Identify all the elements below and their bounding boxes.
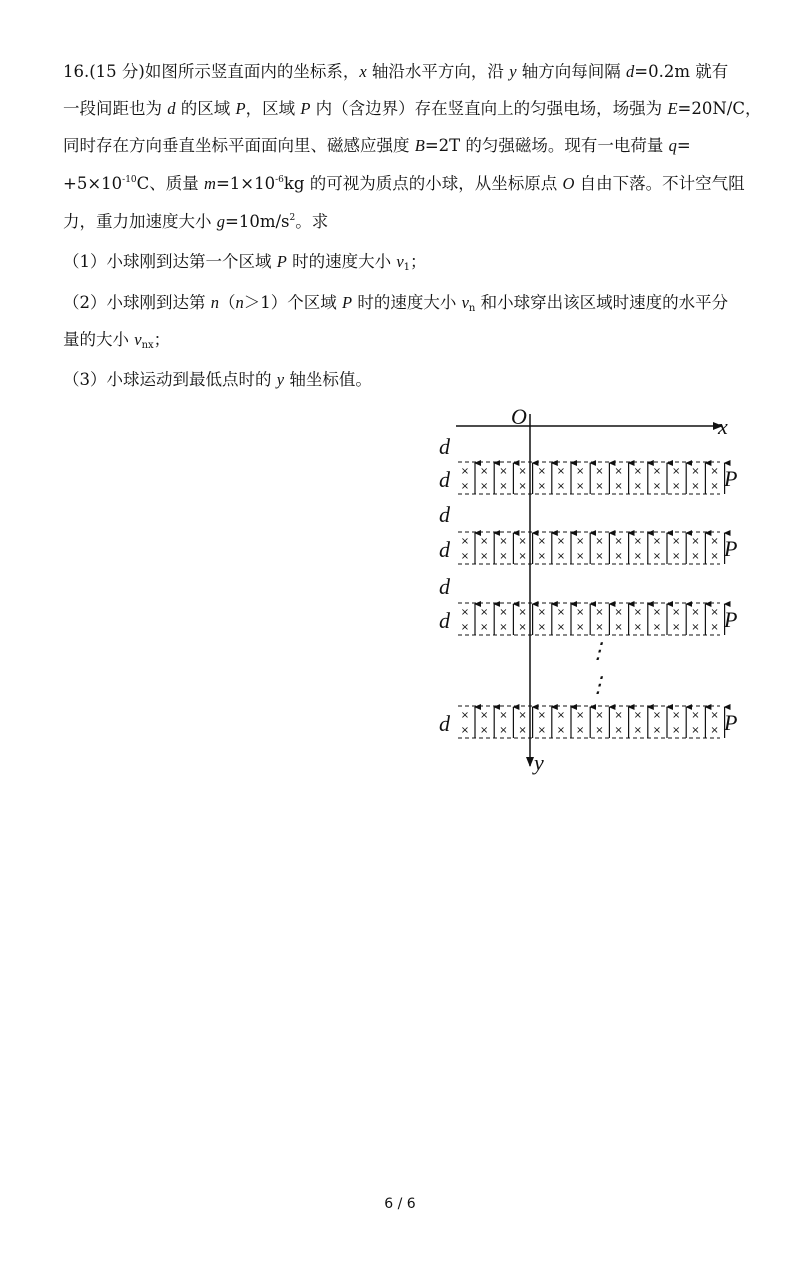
b-field-cross: × [537, 607, 546, 618]
b-field-cross: × [499, 536, 508, 547]
region-3-height-label: d [439, 608, 450, 633]
b-field-cross: × [691, 725, 700, 736]
ellipsis-1: ⋮ [587, 638, 609, 663]
b-field-cross: × [518, 481, 527, 492]
b-field-cross: × [710, 622, 719, 633]
b-field-cross: × [595, 710, 604, 721]
b-field-cross: × [633, 551, 642, 562]
question-2-continued: 量的大小 $v_{nx}$； [63, 330, 171, 351]
problem-line-1: 16.(15 分)如图所示竖直面内的坐标系，x 轴沿水平方向，沿 y 轴方向每间隔 d=0.2m 就有 [63, 62, 729, 81]
b-field-cross: × [537, 551, 546, 562]
b-field-cross: × [460, 622, 470, 633]
b-field-cross: × [672, 466, 681, 477]
b-field-cross: × [633, 607, 642, 618]
region-2-height-label: d [439, 537, 450, 562]
b-field-cross: × [460, 725, 470, 736]
b-field-cross: × [460, 466, 470, 477]
gap-label-3: d [439, 574, 450, 599]
coordinate-diagram [420, 400, 750, 780]
page-number: 6 / 6 [384, 1196, 416, 1212]
b-field-cross: × [710, 725, 719, 736]
b-field-cross: × [595, 725, 604, 736]
region-1-height-label: d [439, 467, 450, 492]
b-field-cross: × [499, 622, 508, 633]
region-4-label: P [724, 710, 738, 735]
b-field-cross: × [691, 710, 700, 721]
b-field-cross: × [652, 622, 662, 633]
b-field-cross: × [480, 481, 489, 492]
b-field-cross: × [480, 725, 489, 736]
b-field-cross: × [614, 622, 623, 633]
b-field-cross: × [710, 607, 719, 618]
b-field-cross: × [672, 725, 681, 736]
b-field-cross: × [460, 551, 470, 562]
b-field-cross: × [480, 536, 489, 547]
b-field-cross: × [672, 481, 681, 492]
b-field-cross: × [633, 725, 642, 736]
b-field-cross: × [652, 536, 662, 547]
b-field-cross: × [537, 710, 546, 721]
b-field-cross: × [518, 725, 527, 736]
problem-line-4: $+5\times 10^{-10}C$、质量 $m=1\times 10^{-6}kg$ 的可视为质点的小球，从坐标原点 O 自由下落。不计空气阻 [63, 174, 745, 193]
y-axis-label: y [534, 750, 544, 775]
b-field-cross: × [499, 607, 508, 618]
b-field-cross: × [499, 725, 508, 736]
b-field-cross: × [556, 536, 566, 547]
b-field-cross: × [672, 622, 681, 633]
b-field-cross: × [672, 551, 681, 562]
question-2: （2）小球刚到达第 n（n＞1）个区域 P 时的速度大小 $v_n$ 和小球穿出该区域时速度的水平分 [63, 293, 729, 314]
b-field-cross: × [633, 710, 642, 721]
b-field-cross: × [556, 481, 566, 492]
b-field-cross: × [576, 607, 585, 618]
b-field-cross: × [614, 725, 623, 736]
b-field-cross: × [499, 466, 508, 477]
problem-line-5: 力，重力加速度大小 $g=10m/s^2$。求 [63, 212, 329, 231]
b-field-cross: × [499, 710, 508, 721]
b-field-cross: × [576, 710, 585, 721]
question-3: （3）小球运动到最低点时的 y 轴坐标值。 [63, 370, 372, 389]
b-field-cross: × [652, 551, 662, 562]
b-field-cross: × [480, 466, 489, 477]
b-field-cross: × [652, 466, 662, 477]
b-field-cross: × [518, 536, 527, 547]
b-field-cross: × [710, 481, 719, 492]
b-field-cross: × [595, 466, 604, 477]
b-field-cross: × [556, 622, 566, 633]
b-field-cross: × [499, 481, 508, 492]
b-field-cross: × [652, 607, 662, 618]
b-field-cross: × [614, 466, 623, 477]
problem-line-3: 同时存在方向垂直坐标平面面向里、磁感应强度 B=2T 的匀强磁场。现有一电荷量 q= [63, 136, 691, 155]
b-field-cross: × [614, 551, 623, 562]
b-field-cross: × [576, 622, 585, 633]
b-field-cross: × [633, 622, 642, 633]
b-field-cross: × [556, 607, 566, 618]
origin-label: O [511, 404, 527, 429]
question-1: （1）小球刚到达第一个区域 P 时的速度大小 $v_1$； [63, 252, 427, 273]
b-field-cross: × [710, 710, 719, 721]
b-field-cross: × [691, 481, 700, 492]
b-field-cross: × [652, 725, 662, 736]
region-2-label: P [724, 536, 738, 561]
b-field-cross: × [537, 466, 546, 477]
ellipsis-2: ⋮ [587, 672, 609, 697]
gap-label-2: d [439, 502, 450, 527]
b-field-cross: × [672, 607, 681, 618]
b-field-cross: × [556, 551, 566, 562]
b-field-cross: × [614, 536, 623, 547]
b-field-cross: × [537, 725, 546, 736]
b-field-cross: × [614, 481, 623, 492]
b-field-cross: × [691, 466, 700, 477]
b-field-cross: × [537, 536, 546, 547]
b-field-cross: × [480, 622, 489, 633]
region-3-label: P [724, 607, 738, 632]
b-field-cross: × [460, 536, 470, 547]
b-field-cross: × [672, 710, 681, 721]
b-field-cross: × [537, 481, 546, 492]
b-field-cross: × [595, 481, 604, 492]
region-1-label: P [724, 466, 738, 491]
b-field-cross: × [556, 466, 566, 477]
b-field-cross: × [518, 551, 527, 562]
b-field-cross: × [691, 551, 700, 562]
b-field-cross: × [480, 710, 489, 721]
b-field-cross: × [576, 466, 585, 477]
b-field-cross: × [480, 607, 489, 618]
b-field-cross: × [691, 607, 700, 618]
b-field-cross: × [518, 710, 527, 721]
b-field-cross: × [633, 536, 642, 547]
b-field-cross: × [460, 607, 470, 618]
b-field-cross: × [595, 551, 604, 562]
b-field-cross: × [672, 536, 681, 547]
b-field-cross: × [614, 710, 623, 721]
b-field-cross: × [633, 481, 642, 492]
b-field-cross: × [595, 536, 604, 547]
b-field-cross: × [576, 725, 585, 736]
b-field-cross: × [518, 466, 527, 477]
x-axis-label: x [718, 414, 728, 439]
b-field-cross: × [710, 466, 719, 477]
b-field-cross: × [460, 481, 470, 492]
region-4-height-label: d [439, 711, 450, 736]
b-field-cross: × [556, 725, 566, 736]
problem-line-2: 一段间距也为 d 的区域 P，区域 P 内（含边界）存在竖直向上的匀强电场，场强为 E=20N/C， [63, 99, 762, 118]
b-field-cross: × [460, 710, 470, 721]
b-field-cross: × [633, 466, 642, 477]
b-field-cross: × [710, 536, 719, 547]
b-field-cross: × [691, 622, 700, 633]
gap-label-1: d [439, 434, 450, 459]
b-field-cross: × [537, 622, 546, 633]
b-field-cross: × [595, 607, 604, 618]
b-field-cross: × [595, 622, 604, 633]
b-field-cross: × [576, 536, 585, 547]
b-field-cross: × [518, 607, 527, 618]
b-field-cross: × [480, 551, 489, 562]
b-field-cross: × [614, 607, 623, 618]
b-field-cross: × [652, 481, 662, 492]
b-field-cross: × [499, 551, 508, 562]
b-field-cross: × [556, 710, 566, 721]
b-field-cross: × [576, 481, 585, 492]
b-field-cross: × [652, 710, 662, 721]
b-field-cross: × [710, 551, 719, 562]
b-field-cross: × [691, 536, 700, 547]
b-field-cross: × [576, 551, 585, 562]
b-field-cross: × [518, 622, 527, 633]
